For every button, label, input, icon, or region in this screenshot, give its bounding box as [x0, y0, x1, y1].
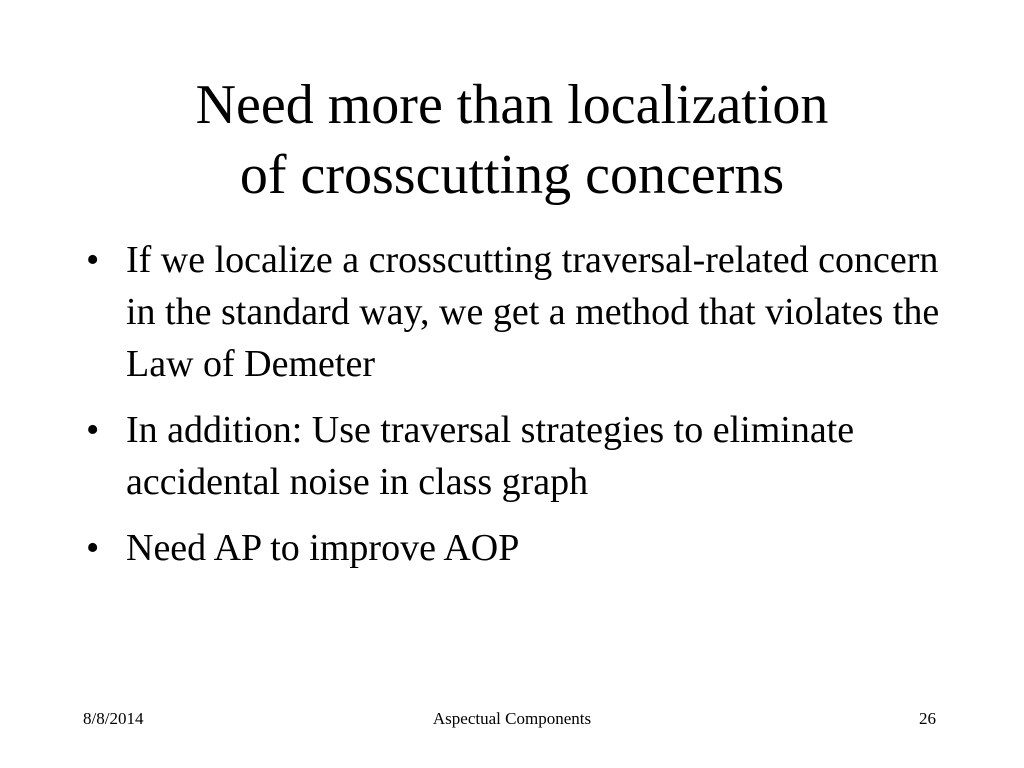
bullet-text: If we localize a crosscutting traversal-related concern in the standard way, we get a method that violates the Law of Demeter	[126, 239, 940, 385]
bullet-icon: •	[86, 409, 100, 451]
bullet-item	[86, 522, 946, 574]
bullet-text: In addition: Use traversal strategies to eliminate accidental noise in class graph	[126, 409, 855, 503]
slide-title-line: of crosscutting concerns	[239, 144, 785, 206]
footer-title: Aspectual Components	[432, 709, 592, 728]
bullet-item	[86, 404, 946, 508]
bullet-item	[86, 234, 946, 390]
bullet-text: Need AP to improve AOP	[126, 527, 520, 569]
footer-date: 8/8/2014	[83, 709, 144, 728]
slide-title	[0, 70, 1024, 210]
bullet-icon: •	[86, 239, 100, 281]
slide-title-line: Need more than localization	[195, 74, 829, 136]
bullet-list	[86, 234, 946, 588]
bullet-icon: •	[86, 527, 100, 569]
footer-page-number: 26	[919, 709, 936, 728]
